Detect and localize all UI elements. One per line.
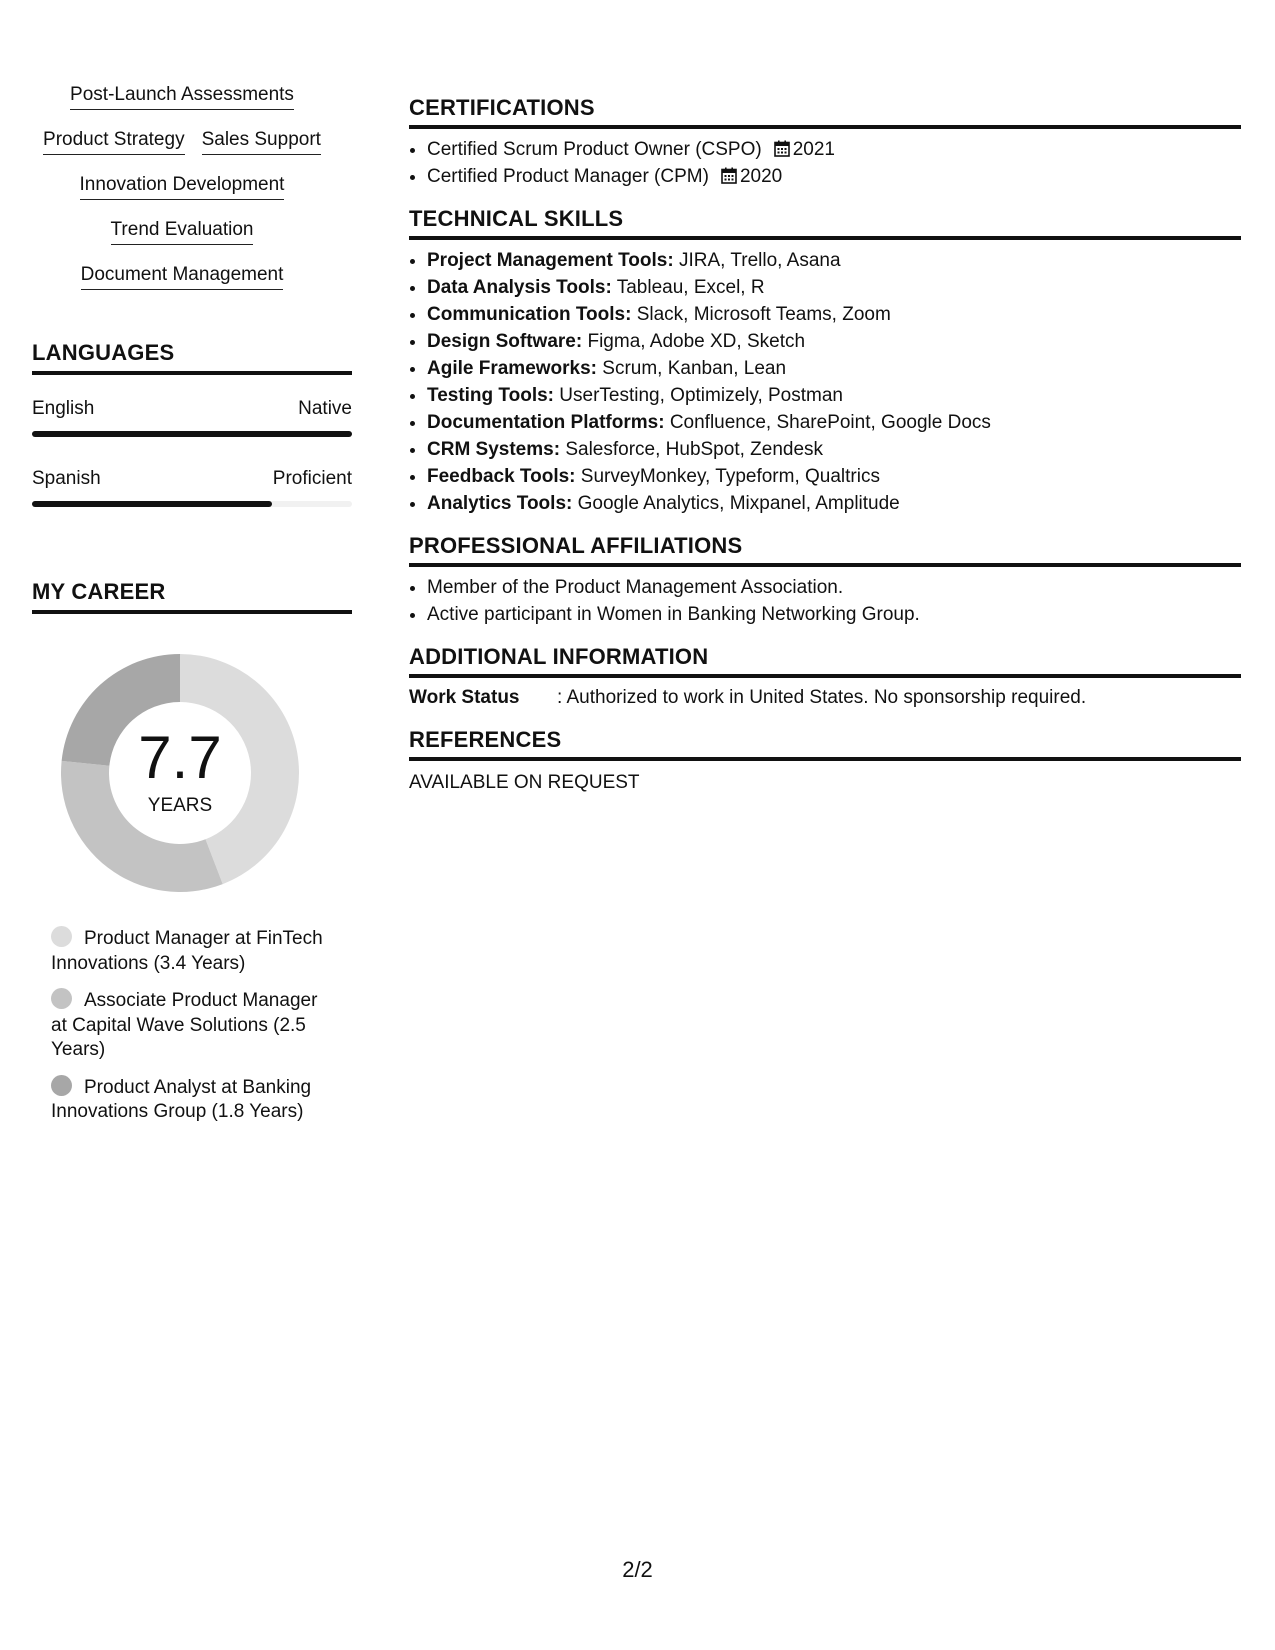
- skill-value: Tableau, Excel, R: [616, 277, 765, 298]
- affiliations-list: [409, 574, 1241, 628]
- skills-tags: [32, 82, 332, 290]
- left-column: [32, 82, 352, 1137]
- career-title: MY CAREER: [32, 579, 352, 614]
- skill-label: CRM Systems:: [427, 439, 561, 460]
- languages-title: LANGUAGES: [32, 340, 352, 375]
- skill-value: Confluence, SharePoint, Google Docs: [669, 412, 991, 433]
- list-item: • Active participant in Women in Banking Networking Group.: [427, 601, 1241, 628]
- list-item: [427, 274, 1241, 301]
- skill-label: Agile Frameworks:: [427, 358, 597, 379]
- legend-dot-icon: [51, 926, 72, 947]
- legend-dot-icon: [51, 988, 72, 1009]
- skill-label: Design Software:: [427, 331, 583, 352]
- legend-label: Associate Product Manager at Capital Wave Solutions (2.5 Years): [51, 990, 318, 1060]
- languages-section: [32, 340, 352, 507]
- skill-tag: Sales Support: [202, 127, 321, 155]
- language-name: Spanish: [32, 468, 101, 489]
- language-bar-fill: [32, 431, 352, 437]
- list-item: [427, 463, 1241, 490]
- language-bar: [32, 431, 352, 437]
- skill-label: Analytics Tools:: [427, 493, 573, 514]
- additional-info-title: ADDITIONAL INFORMATION: [409, 644, 1241, 678]
- skill-tag: Innovation Development: [80, 172, 285, 200]
- list-item: [427, 247, 1241, 274]
- career-donut-chart: [55, 648, 305, 898]
- certification-name: Certified Scrum Product Owner (CSPO): [427, 139, 762, 160]
- language-bar: [32, 501, 352, 507]
- skill-label: Data Analysis Tools:: [427, 277, 612, 298]
- skill-value: UserTesting, Optimizely, Postman: [559, 385, 843, 406]
- certification-year: 2020: [739, 166, 783, 187]
- certifications-title: CERTIFICATIONS: [409, 95, 1241, 129]
- legend-item: [51, 926, 331, 976]
- skill-tag: Trend Evaluation: [111, 217, 254, 245]
- list-item: • Member of the Product Management Association.: [427, 574, 1241, 601]
- skill-tag: Document Management: [81, 262, 284, 290]
- list-item: [427, 355, 1241, 382]
- language-item: [32, 397, 352, 437]
- list-item: [427, 409, 1241, 436]
- references-text: AVAILABLE ON REQUEST: [409, 772, 640, 793]
- additional-info-section: [409, 644, 1241, 711]
- career-section: [32, 579, 352, 1125]
- references-section: [409, 727, 1241, 796]
- language-item: [32, 467, 352, 507]
- list-item: [427, 136, 1241, 163]
- skill-label: Testing Tools:: [427, 385, 555, 406]
- certification-name: Certified Product Manager (CPM): [427, 166, 709, 187]
- language-level: Native: [298, 398, 352, 419]
- language-bar-fill: [32, 501, 272, 507]
- work-status-value: : Authorized to work in United States. No sponsorship required.: [557, 687, 1087, 708]
- list-item: [427, 163, 1241, 190]
- skill-label: Communication Tools:: [427, 304, 632, 325]
- skill-value: Salesforce, HubSpot, Zendesk: [565, 439, 824, 460]
- right-column: [409, 95, 1241, 812]
- skill-value: JIRA, Trello, Asana: [678, 250, 841, 271]
- calendar-icon: [774, 140, 790, 157]
- legend-label: Product Analyst at Banking Innovations Group (1.8 Years): [51, 1076, 312, 1122]
- legend-label: Product Manager at FinTech Innovations (3.4 Years): [51, 928, 323, 974]
- skill-tag: Product Strategy: [43, 127, 185, 155]
- skill-label: Documentation Platforms:: [427, 412, 665, 433]
- career-legend: [51, 926, 331, 1125]
- skill-value: Figma, Adobe XD, Sketch: [587, 331, 806, 352]
- language-name: English: [32, 398, 95, 419]
- list-item: [427, 490, 1241, 517]
- list-item: [427, 301, 1241, 328]
- legend-item: [51, 988, 331, 1063]
- affiliations-section: [409, 533, 1241, 628]
- career-total: 7.7: [138, 724, 222, 791]
- career-unit: YEARS: [147, 795, 213, 816]
- technical-skills-list: [409, 247, 1241, 517]
- list-item: [427, 382, 1241, 409]
- list-item: [427, 436, 1241, 463]
- skill-tag: Post-Launch Assessments: [70, 82, 294, 110]
- skill-value: Scrum, Kanban, Lean: [602, 358, 787, 379]
- affiliations-title: PROFESSIONAL AFFILIATIONS: [409, 533, 1241, 567]
- skill-value: Slack, Microsoft Teams, Zoom: [636, 304, 891, 325]
- skill-value: Google Analytics, Mixpanel, Amplitude: [577, 493, 900, 514]
- list-item: [427, 328, 1241, 355]
- work-status-label: Work Status: [409, 687, 520, 708]
- certifications-list: [409, 136, 1241, 190]
- skill-label: Feedback Tools:: [427, 466, 576, 487]
- certifications-section: [409, 95, 1241, 190]
- skill-value: SurveyMonkey, Typeform, Qualtrics: [580, 466, 880, 487]
- technical-skills-title: TECHNICAL SKILLS: [409, 206, 1241, 240]
- page-number: 2/2: [622, 1557, 653, 1582]
- language-level: Proficient: [272, 468, 352, 489]
- certification-year: 2021: [792, 139, 835, 160]
- technical-skills-section: [409, 206, 1241, 517]
- legend-item: [51, 1075, 331, 1125]
- references-title: REFERENCES: [409, 727, 1241, 761]
- legend-dot-icon: [51, 1075, 72, 1096]
- work-status-row: [409, 685, 1241, 711]
- skill-label: Project Management Tools:: [427, 250, 674, 271]
- calendar-icon: [721, 167, 737, 184]
